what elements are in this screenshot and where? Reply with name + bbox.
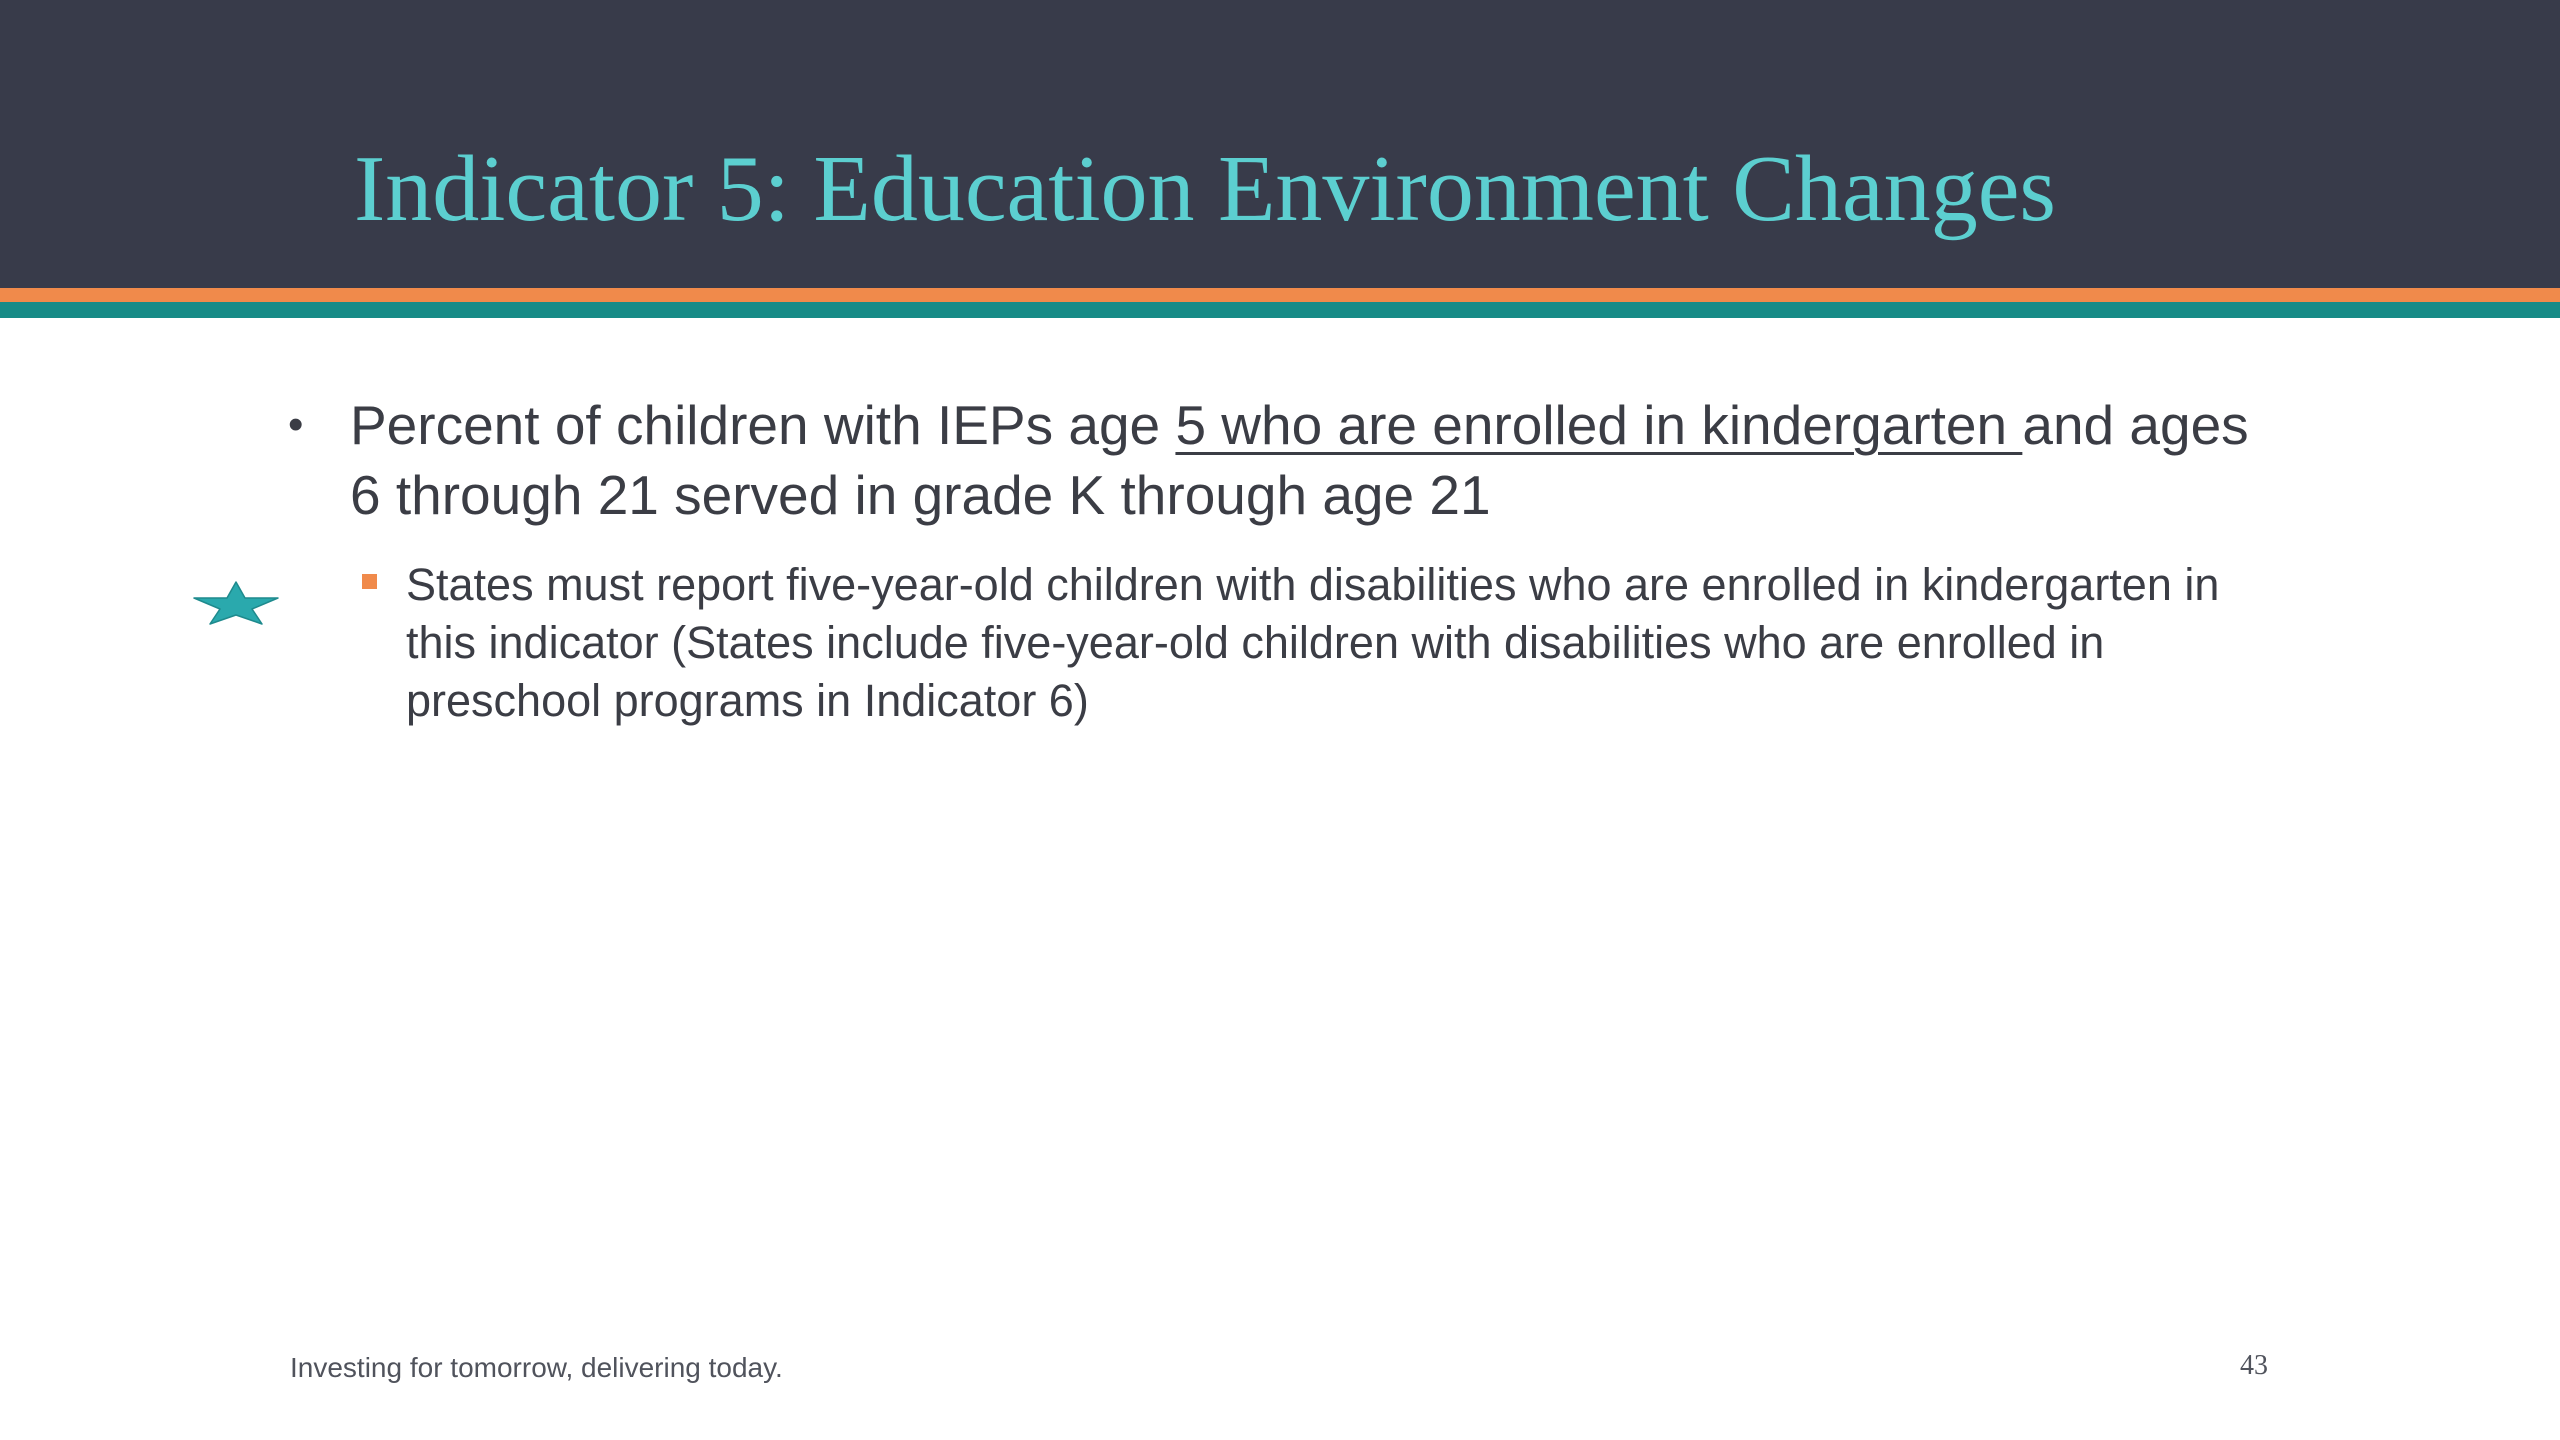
sub-bullet (406, 556, 2266, 730)
bullet-dot-icon: • (288, 400, 304, 449)
main-bullet-text-end: and ages 6 through 21 served in grade K through age 21 (350, 394, 2249, 526)
main-bullet-underlined-text: 5 who are enrolled in kindergarten (1175, 394, 2023, 456)
footer-tagline: Investing for tomorrow, delivering today. (290, 1352, 783, 1383)
main-bullet-text-start: Percent of children with IEPs age (350, 394, 1176, 456)
accent-stripe-orange (0, 288, 2560, 302)
square-bullet-icon (362, 574, 377, 589)
accent-stripe-teal (0, 302, 2560, 318)
main-bullet (288, 390, 2250, 530)
page-number: 43 (2240, 1350, 2268, 1381)
slide-title: Indicator 5: Education Environment Changes (354, 137, 2057, 241)
title-banner (0, 0, 2560, 288)
star-icon (192, 578, 280, 628)
sub-bullet-text: States must report five-year-old children with disabilities who are enrolled in kindergarten in this indicator (States include five-year-old children with disabilities who are enrolled in preschool programs in Indicator 6) (406, 559, 2220, 726)
